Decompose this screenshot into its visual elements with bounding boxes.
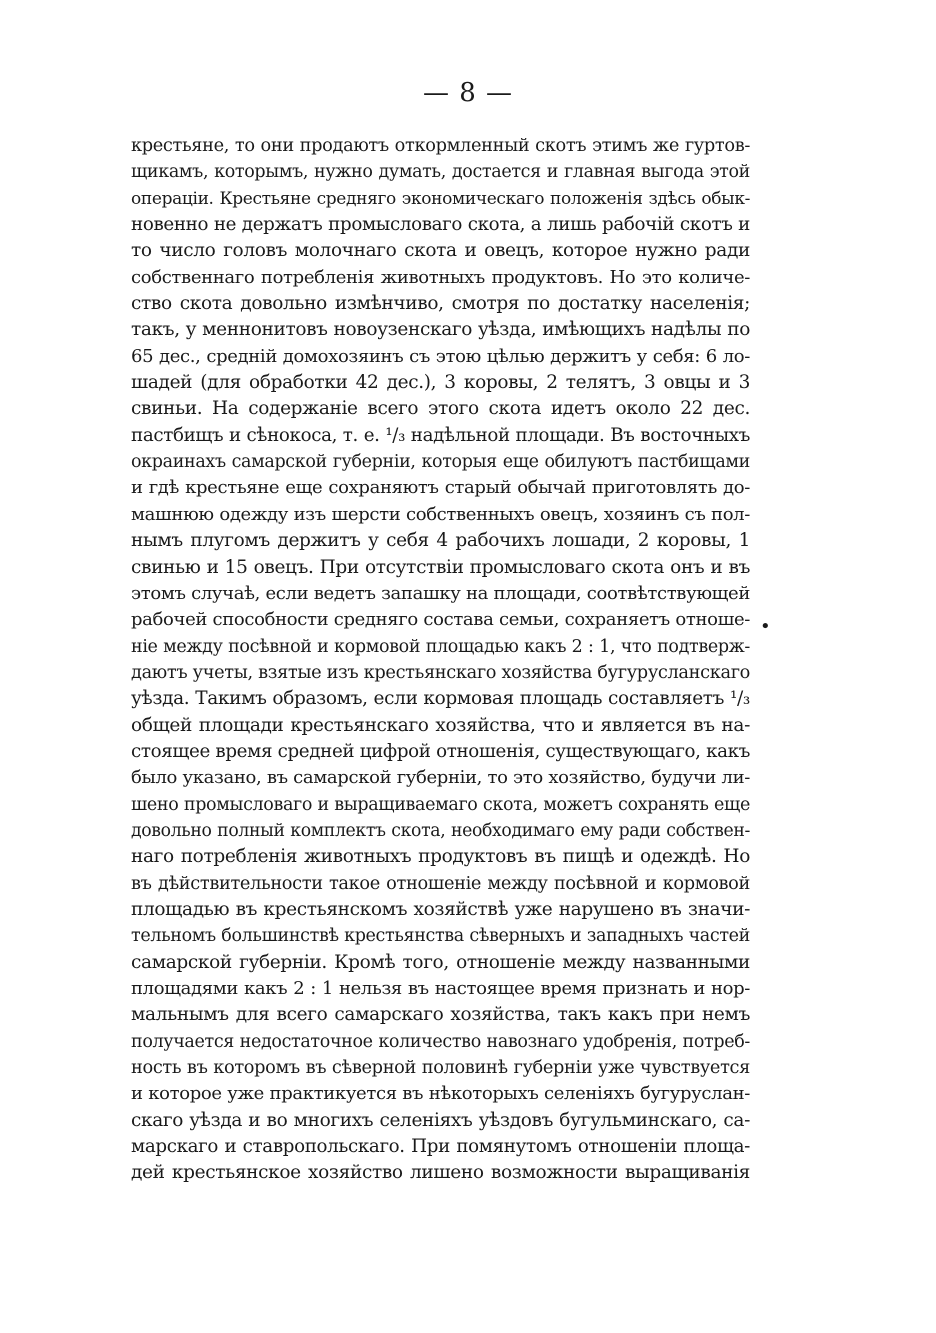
text-line: наго потребленія животныхъ продуктовъ въ пищѣ и одеждѣ. Но [131, 846, 750, 868]
text-line: шадей (для обработки 42 дес.), 3 коровы, 2 телятъ, 3 овцы и 3 [131, 372, 750, 394]
text-line: самарской губерніи. Кромѣ того, отношеніе между названными [131, 951, 750, 973]
text-line: и которое уже практикуется въ нѣкоторыхъ селеніяхъ бугуруслан- [131, 1083, 750, 1105]
text-line: ность въ которомъ въ сѣверной половинѣ губерніи уже чувствуется [131, 1058, 750, 1079]
text-line: въ дѣйствительности такое отношеніе между посѣвной и кормовой [131, 873, 750, 894]
text-line: дей крестьянское хозяйство лишено возможности выращиванія [131, 1162, 750, 1184]
text-line: и гдѣ крестьяне еще сохраняютъ старый обычай приготовлять до- [131, 477, 750, 499]
text-line: получается недостаточное количество навознаго удобренія, потреб- [131, 1031, 750, 1052]
text-line: то число головъ молочнаго скота и овецъ, которое нужно ради [131, 240, 750, 262]
text-line: уѣзда. Такимъ образомъ, если кормовая площадь составляетъ ¹/₃ [131, 688, 750, 710]
text-line: площадью въ крестьянскомъ хозяйствѣ уже нарушено въ значи- [131, 898, 750, 920]
text-line: шено промысловаго и выращиваемаго скота, можетъ сохранять еще [131, 794, 750, 815]
text-line: общей площади крестьянскаго хозяйства, что и является въ на- [131, 714, 750, 736]
text-line: стоящее время средней цифрой отношенія, существующаго, какъ [131, 740, 750, 762]
text-line: было указано, въ самарской губерніи, то это хозяйство, будучи ли- [131, 767, 750, 789]
text-line: щикамъ, которымъ, нужно думать, достается и главная выгода этой [131, 162, 750, 183]
text-line: рабочей способности средняго состава семьи, сохраняетъ отноше- [131, 609, 750, 631]
text-line: операціи. Крестьяне средняго экономическаго положенія здѣсь обык- [131, 188, 750, 209]
text-line: 65 дес., средній домохозяинъ съ этою цѣлью держитъ у себя: 6 ло- [131, 345, 750, 367]
text-line: скаго уѣзда и во многихъ селеніяхъ уѣздовъ бугульминскаго, са- [131, 1109, 750, 1131]
text-line: этомъ случаѣ, если ведетъ запашку на площади, соотвѣтствующей [131, 582, 750, 604]
text-line: такъ, у меннонитовъ новоузенскаго уѣзда, имѣющихъ надѣлы по [131, 319, 750, 341]
text-line: мальнымъ для всего самарскаго хозяйства, такъ какъ при немъ [131, 1004, 750, 1026]
text-line: ство скота довольно измѣнчиво, смотря по достатку населенія; [131, 293, 750, 315]
text-line: даютъ учеты, взятые изъ крестьянскаго хозяйства бугурусланскаго [131, 662, 750, 683]
text-line: тельномъ большинствѣ крестьянства сѣверныхъ и западныхъ частей [131, 926, 750, 947]
text-line: новенно не держатъ промысловаго скота, а лишь рабочій скотъ и [131, 214, 750, 236]
text-line: окраинахъ самарской губерніи, которыя еще обилуютъ пастбищами [131, 452, 750, 473]
text-line: свиньи. На содержаніе всего этого скота идетъ около 22 дес. [131, 398, 750, 420]
text-line: площадями какъ 2 : 1 нельзя въ настоящее время признать и нор- [131, 978, 750, 999]
text-line: свинью и 15 овецъ. При отсутствіи промысловаго скота онъ и въ [131, 556, 750, 578]
text-line: довольно полный комплектъ скота, необходимаго ему ради собствен- [131, 820, 750, 841]
body-text [131, 133, 750, 1187]
text-line: крестьяне, то они продаютъ откормленный скотъ этимъ же гуртов- [131, 136, 750, 156]
text-line: марскаго и ставропольскаго. При помянутомъ отношеніи площа- [131, 1136, 750, 1158]
text-line: машнюю одежду изъ шерсти собственныхъ овецъ, хозяинъ съ пол- [131, 503, 750, 525]
text-line: нымъ плугомъ держитъ у себя 4 рабочихъ лошади, 2 коровы, 1 [131, 530, 750, 552]
margin-mark: • [760, 616, 771, 637]
text-line: собственнаго потребленія животныхъ продуктовъ. Но это количе- [131, 266, 750, 288]
text-line: пастбищъ и сѣнокоса, т. е. ¹/₃ надѣльной площади. Въ восточныхъ [131, 424, 750, 446]
page-number: — 8 — [422, 78, 514, 108]
text-line: ніе между посѣвной и кормовой площадью какъ 2 : 1, что подтверж- [131, 636, 750, 657]
